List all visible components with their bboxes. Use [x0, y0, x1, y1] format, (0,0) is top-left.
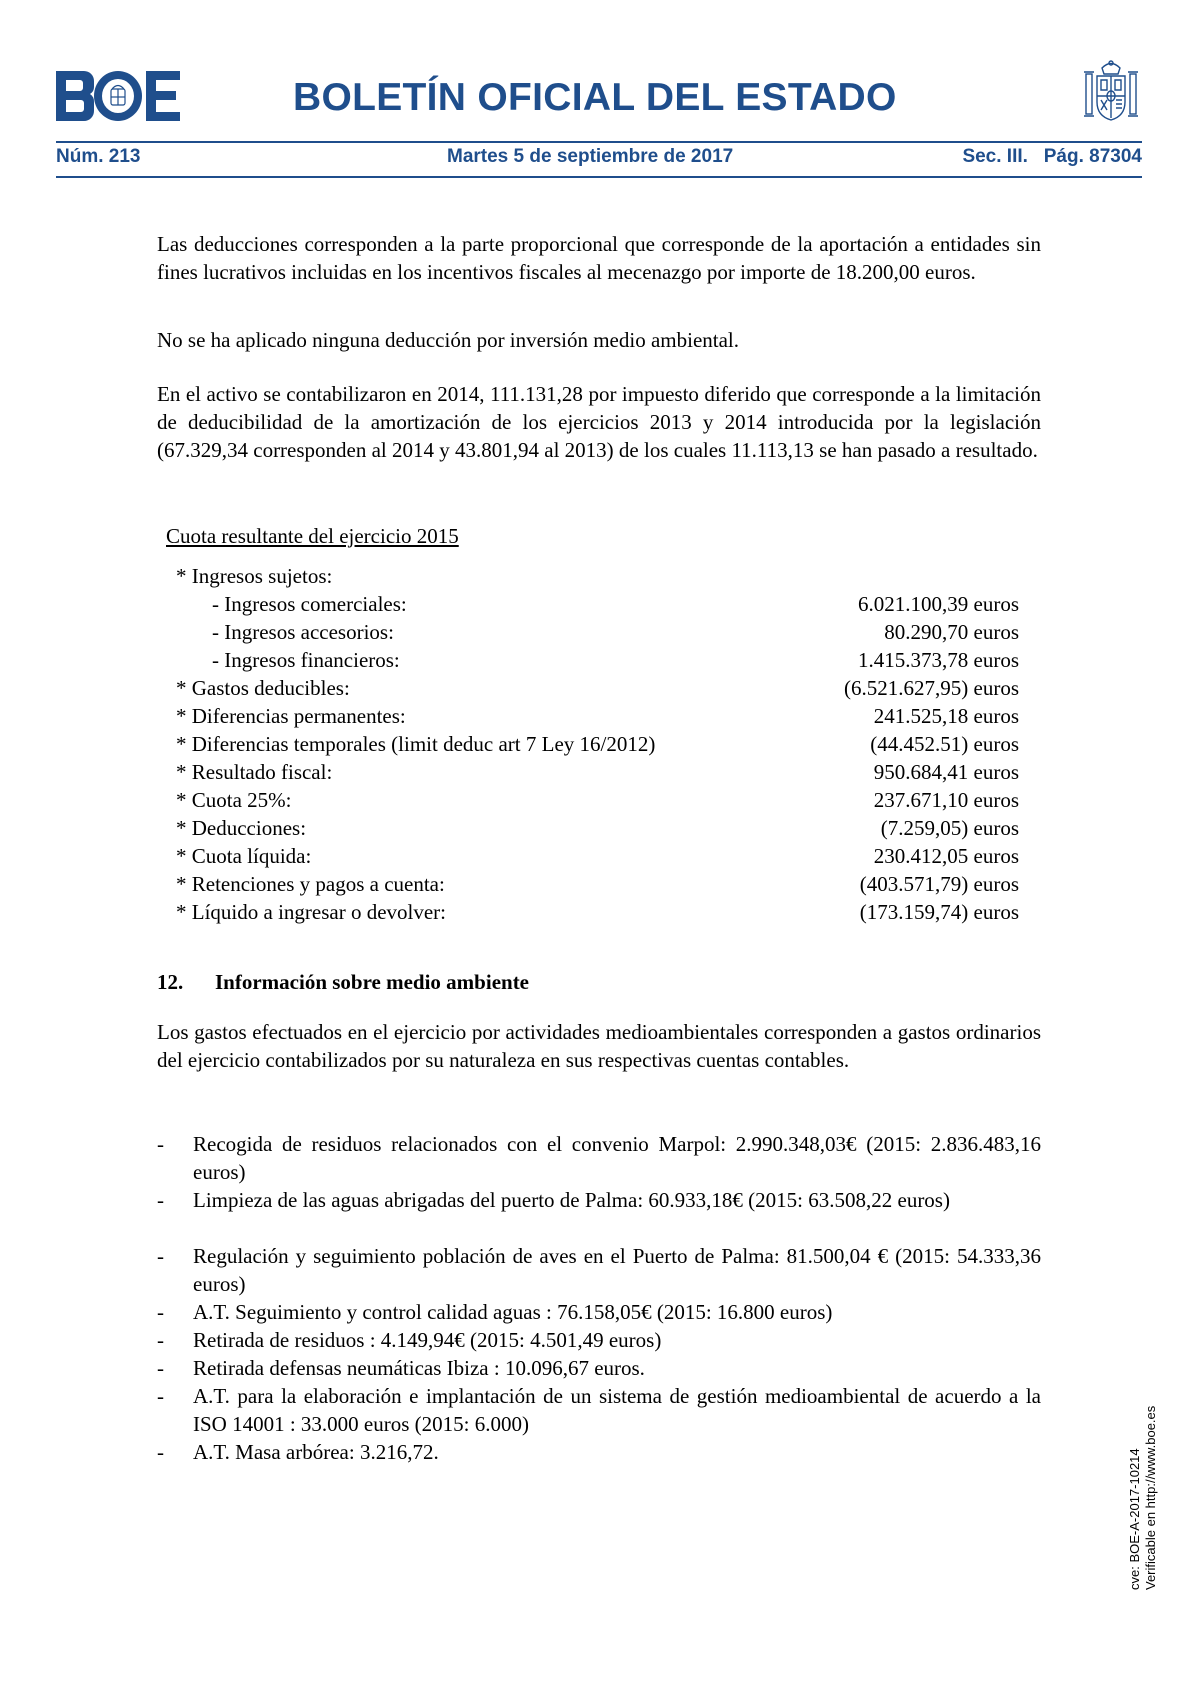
- page-title: BOLETÍN OFICIAL DEL ESTADO: [293, 76, 897, 119]
- row-label: * Retenciones y pagos a cuenta:: [176, 872, 445, 896]
- paragraph-no-deduccion: No se ha aplicado ninguna deducción por inversión medio ambiental.: [157, 328, 740, 352]
- row-label: - Ingresos accesorios:: [212, 620, 394, 644]
- table-row: [0, 814, 1191, 842]
- table-row: [0, 618, 1191, 646]
- dash-marker: -: [157, 1356, 164, 1380]
- row-value: (6.521.627,95) euros: [844, 676, 1019, 700]
- dash-marker: -: [157, 1440, 164, 1464]
- row-value: 230.412,05 euros: [873, 844, 1019, 868]
- row-value: 80.290,70 euros: [884, 620, 1019, 644]
- section-page: Sec. III. Pág. 87304: [962, 146, 1142, 167]
- table-row: [0, 674, 1191, 702]
- coat-of-arms-icon: [1080, 60, 1142, 126]
- table-row: [0, 646, 1191, 674]
- boe-logo: [56, 71, 180, 121]
- verify-url: Verificable en http://www.boe.es: [1143, 1405, 1158, 1590]
- row-label: * Cuota 25%:: [176, 788, 292, 812]
- table-row: [0, 786, 1191, 814]
- row-value: 237.671,10 euros: [873, 788, 1019, 812]
- row-label: * Gastos deducibles:: [176, 676, 350, 700]
- verification-note: [1127, 1406, 1159, 1590]
- table-row: [0, 842, 1191, 870]
- dash-marker: -: [157, 1328, 164, 1352]
- list-item-text: Retirada defensas neumáticas Ibiza : 10.096,67 euros.: [193, 1356, 645, 1380]
- row-value: (403.571,79) euros: [859, 872, 1019, 896]
- issue-number: Núm. 213: [56, 146, 141, 167]
- table-row: [0, 730, 1191, 758]
- row-value: (173.159,74) euros: [859, 900, 1019, 924]
- row-label: * Diferencias permanentes:: [176, 704, 406, 728]
- list-item-text: Limpieza de las aguas abrigadas del puerto de Palma: 60.933,18€ (2015: 63.508,22 euros): [193, 1188, 950, 1212]
- list-item-text: A.T. Masa arbórea: 3.216,72.: [193, 1440, 439, 1464]
- list-item-text: A.T. Seguimiento y control calidad aguas : 76.158,05€ (2015: 16.800 euros): [193, 1300, 833, 1324]
- section-heading: [157, 968, 529, 996]
- row-value: (7.259,05) euros: [880, 816, 1019, 840]
- table-row: [0, 590, 1191, 618]
- row-label: - Ingresos comerciales:: [212, 592, 407, 616]
- row-label: * Resultado fiscal:: [176, 760, 333, 784]
- row-label: * Ingresos sujetos:: [176, 564, 333, 588]
- table-row: [0, 758, 1191, 786]
- dash-marker: -: [157, 1244, 164, 1268]
- row-label: - Ingresos financieros:: [212, 648, 400, 672]
- cve-code: cve: BOE-A-2017-10214: [1127, 1448, 1142, 1590]
- section-number: 12.: [157, 970, 184, 994]
- row-label: * Diferencias temporales (limit deduc art 7 Ley 16/2012): [176, 732, 656, 756]
- paragraph-activo: En el activo se contabilizaron en 2014, 111.131,28 por impuesto diferido que corresponde a la limitación de deducibilidad de la amortización de los ejercicios 2013 y 2014 introducida por la legislación (67.329,34 corresponden al 2014 y 43.801,94 al 2013) de los cuales 11.113,13 se han pasado a resultado.: [157, 382, 1041, 462]
- dash-marker: -: [157, 1300, 164, 1324]
- issue-date: Martes 5 de septiembre de 2017: [447, 146, 734, 167]
- row-value: 241.525,18 euros: [873, 704, 1019, 728]
- table-row: [0, 898, 1191, 926]
- row-value: 950.684,41 euros: [873, 760, 1019, 784]
- table-row: [0, 562, 1191, 590]
- paragraph-gastos: Los gastos efectuados en el ejercicio por actividades medioambientales corresponden a gastos ordinarios del ejercicio contabilizados por su naturaleza en sus respectivas cuentas contables.: [157, 1020, 1041, 1072]
- section-title: Información sobre medio ambiente: [215, 970, 530, 994]
- dash-marker: -: [157, 1188, 164, 1212]
- table-row: [0, 870, 1191, 898]
- header-top-rule: [56, 141, 1142, 143]
- list-item-text: A.T. para la elaboración e implantación de un sistema de gestión medioambiental de acuerdo a la ISO 14001 : 33.000 euros (2015: 6.000): [193, 1384, 1041, 1436]
- row-label: * Deducciones:: [176, 816, 307, 840]
- list-item-text: Recogida de residuos relacionados con el convenio Marpol: 2.990.348,03€ (2015: 2.836.483,16 euros): [193, 1132, 1041, 1184]
- dash-marker: -: [157, 1132, 164, 1156]
- dash-marker: -: [157, 1384, 164, 1408]
- paragraph-deducciones: Las deducciones corresponden a la parte proporcional que corresponde de la aportación a entidades sin fines lucrativos incluidas en los incentivos fiscales al mecenazgo por importe de 18.200,00 euros.: [157, 232, 1041, 284]
- row-label: * Cuota líquida:: [176, 844, 312, 868]
- row-value: (44.452.51) euros: [870, 732, 1019, 756]
- row-value: 1.415.373,78 euros: [858, 648, 1019, 672]
- list-item-text: Retirada de residuos : 4.149,94€ (2015: 4.501,49 euros): [193, 1328, 662, 1352]
- table-row: [0, 702, 1191, 730]
- list-item-text: Regulación y seguimiento población de aves en el Puerto de Palma: 81.500,04 € (2015: 54.333,36 euros): [193, 1244, 1041, 1296]
- header-bottom-rule: [56, 176, 1142, 178]
- row-value: 6.021.100,39 euros: [858, 592, 1019, 616]
- row-label: * Líquido a ingresar o devolver:: [176, 900, 447, 924]
- cuota-title: Cuota resultante del ejercicio 2015: [166, 524, 459, 548]
